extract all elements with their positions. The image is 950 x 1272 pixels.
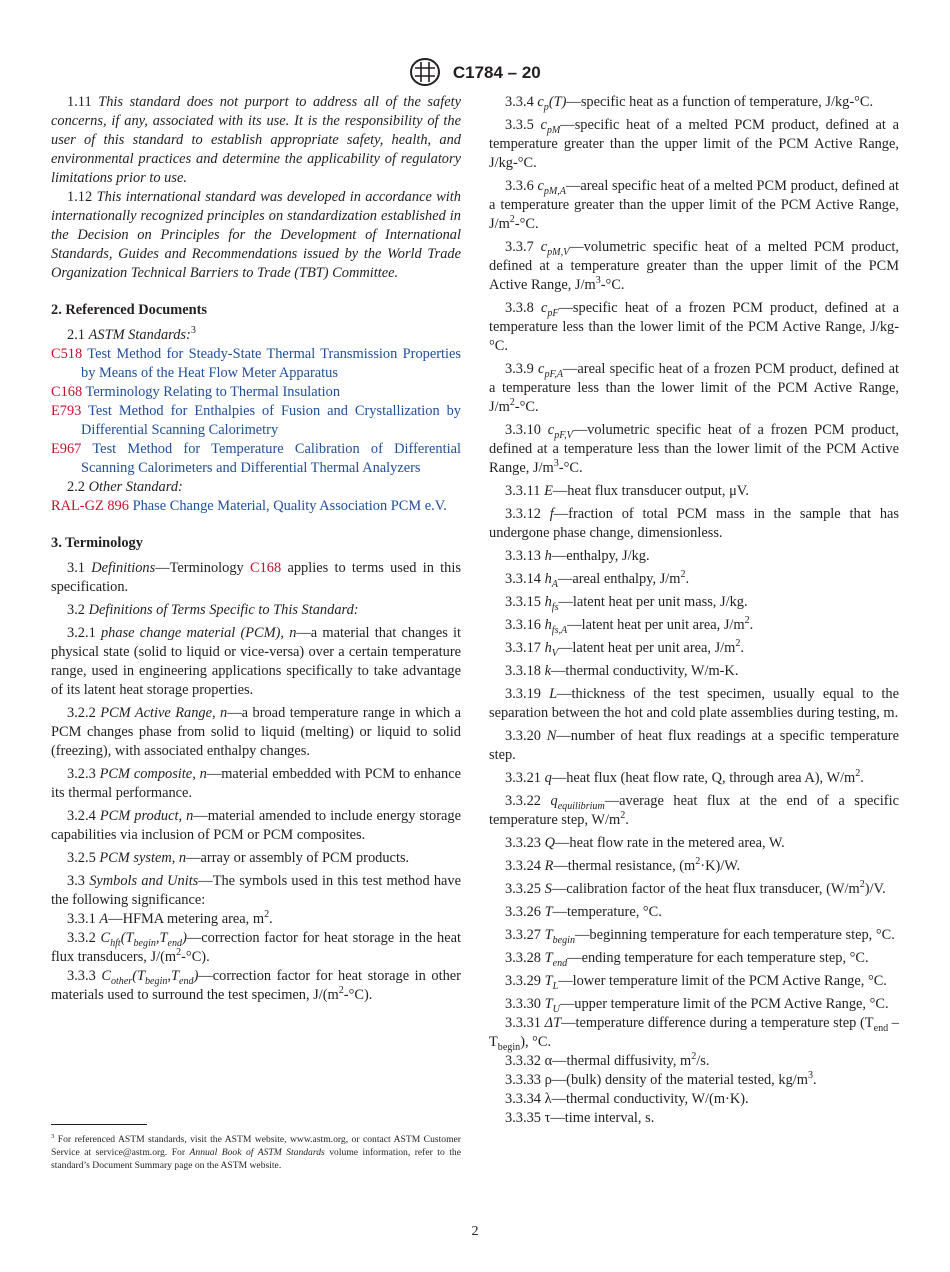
symbol-3-3-18: 3.3.18 k—thermal conductivity, W/m-K.: [505, 663, 739, 679]
symbol-3-3-6: 3.3.6 $c_{pM,A}—areal$ specific heat of a melted PCM product, defined at a temperature greater than the upper limit of the PCM Active Range, $J/m^2-^\circ C$.: [489, 178, 899, 232]
paragraph-3-3: 3.3 Symbols and Units—The symbols used in this test method have the following significance:: [51, 873, 461, 908]
definition-3-2-4: 3.2.4 PCM product, n—material amended to include energy storage capabilities via inclusion of PCM or PCM composites.: [51, 808, 461, 843]
reference-list: [51, 345, 461, 478]
standard-designation: C1784 – 20: [452, 62, 541, 82]
reference-ral[interactable]: RAL-GZ 896 Phase Change Material, Quality Association PCM e.V.: [51, 498, 447, 514]
symbol-3-3-3: 3.3.3 $C_{other}(T_{begin},T_{end})—correction$ factor for heat storage in other materials used to surround the test specimen, $J/(m^2-^\circ C)$.: [51, 968, 461, 1003]
left-column: [51, 93, 461, 1005]
symbol-3-3-32: 3.3.32 α—thermal diffusivity, $m^2/s$.: [505, 1051, 710, 1069]
definition-3-2-1: 3.2.1 phase change material (PCM), n—a material that changes it physical state (solid to liquid or vice-versa) over a certain temperature range, used in engineering applications specifically to take advantage of its latent heat storage properties.: [51, 625, 462, 698]
symbol-3-3-5: 3.3.5 $c_{pM}—specific$ heat of a melted PCM product, defined at a temperature greater than the upper limit of the PCM Active Range, J/kg-°C.: [489, 117, 899, 171]
symbol-3-3-24: 3.3.24 R—thermal resistance, $(m^2\cdot K)/W$.: [505, 856, 741, 874]
symbol-3-3-25: 3.3.25 S—calibration factor of the heat flux transducer, $(W/m^2)/V$.: [505, 879, 886, 897]
symbol-list: [489, 93, 899, 1014]
symbol-3-3-11: 3.3.11 E—heat flux transducer output, μV.: [505, 483, 749, 499]
symbol-3-3-14: 3.3.14 $h_A—areal$ enthalpy, $J/m^2$.: [505, 569, 690, 590]
symbol-3-3-8: 3.3.8 $c_{pF}—specific$ heat of a frozen PCM product, defined at a temperature less than the lower limit of the PCM Active Range, J/kg-°C.: [489, 300, 899, 354]
definition-3-2-5: 3.2.5 PCM system, n—array or assembly of PCM products.: [67, 850, 410, 866]
paragraph-1-11: 1.11 This standard does not purport to address all of the safety concerns, if any, associated with its use. It is the responsibility of the user of this standard to establish appropriate safety, health, and environmental practices and determine the applicability of regulatory limitations prior to use.: [51, 94, 461, 186]
symbol-3-3-16: 3.3.16 $h_{fs,A}—latent$ heat per unit area, $J/m^2$.: [505, 615, 754, 636]
section-title-2: 2. Referenced Documents: [51, 302, 207, 318]
symbol-3-3-34: 3.3.34 λ—thermal conductivity, W/(m·K).: [505, 1091, 749, 1107]
symbol-3-3-26: 3.3.26 T—temperature, °C.: [505, 904, 662, 920]
symbol-3-3-13: 3.3.13 h—enthalpy, J/kg.: [505, 548, 650, 564]
footnote-3: $^3$ For referenced ASTM standards, visit the ASTM website, www.astm.org, or contact ASTM Customer Service at service@astm.org. For Annual Book of ASTM Standards volume information, refer to the standard’s Document Summary page on the ASTM website.: [51, 1132, 461, 1171]
reference-e967[interactable]: E967 Test Method for Temperature Calibration of Differential Scanning Calorimeters and Differential Thermal Analyzers: [51, 441, 462, 476]
symbol-3-3-10: 3.3.10 $c_{pF,V}—volumetric$ specific heat of a frozen PCM product, defined at a temperature less than the lower limit of the PCM Active Range, $J/m^3-^\circ C$.: [489, 422, 899, 476]
right-column: [489, 93, 899, 1128]
symbol-3-3-9: 3.3.9 $c_{pF,A}—areal$ specific heat of a frozen PCM product, defined at a temperature less than the lower limit of the PCM Active Range, $J/m^2-^\circ C$.: [489, 361, 899, 415]
paragraph-3-2: 3.2 Definitions of Terms Specific to This Standard:: [67, 602, 359, 618]
symbol-3-3-2: 3.3.2 $C_{hft}(T_{begin},T_{end})—correction$ factor for heat storage in the heat flux transducers, $J/(m^2-^\circ C)$.: [51, 930, 461, 965]
paragraph-3-1: 3.1 Definitions—Terminology C168 applies to terms used in this specification.: [51, 560, 461, 595]
symbol-3-3-28: 3.3.28 $T_{end}—ending$ temperature for each temperature step, °C.: [505, 950, 869, 969]
symbol-3-3-29: 3.3.29 $T_L—lower$ temperature limit of the PCM Active Range, °C.: [505, 973, 887, 992]
section-title-3: 3. Terminology: [51, 535, 143, 551]
symbol-3-3-21: 3.3.21 q—heat flux (heat flow rate, Q, through area A), $W/m^2$.: [505, 768, 864, 786]
link-c168[interactable]: C168: [250, 560, 282, 576]
symbol-3-3-19: 3.3.19 L—thickness of the test specimen, usually equal to the separation between the hot and cold plate assemblies during testing, m.: [489, 686, 899, 721]
paragraph-2-1: 2.1 ASTM Standards:$^3$: [67, 325, 196, 343]
footnote-rule: [51, 1124, 147, 1125]
symbol-3-3-15: 3.3.15 $h_{fs}—latent$ heat per unit mass, J/kg.: [505, 594, 748, 613]
symbol-3-3-30: 3.3.30 $T_U—upper$ temperature limit of the PCM Active Range, °C.: [505, 996, 889, 1015]
symbol-3-3-12: 3.3.12 f—fraction of total PCM mass in the sample that has undergone phase change, dimensionless.: [489, 506, 899, 541]
symbol-3-3-7: 3.3.7 $c_{pM,V}—volumetric$ specific heat of a melted PCM product, defined at a temperature greater than the upper limit of the PCM Active Range, $J/m^3-^\circ C$.: [489, 239, 899, 293]
definition-3-2-2: 3.2.2 PCM Active Range, n—a broad temperature range in which a PCM changes phase from solid to liquid (melting) or liquid to solid (freezing), with associated enthalpy changes.: [51, 705, 461, 759]
paragraph-1-12: 1.12 This international standard was developed in accordance with internationally recognized principles on standardization established in the Decision on Principles for the Development of International Standards, Guides and Recommendations issued by the World Trade Organization Technical Barriers to Trade (TBT) Committee.: [51, 189, 461, 281]
symbol-3-3-27: 3.3.27 $T_{begin}—beginning$ temperature for each temperature step, °C.: [505, 927, 895, 946]
symbol-3-3-1: 3.3.1 A—HFMA metering area, $m^2$.: [67, 909, 273, 927]
symbol-tail-list: [489, 1052, 899, 1128]
reference-c168[interactable]: C168 Terminology Relating to Thermal Insulation: [51, 384, 341, 400]
symbol-3-3-17: 3.3.17 $h_V—latent$ heat per unit area, $J/m^2$.: [505, 638, 745, 659]
symbol-3-3-4: 3.3.4 $c_p(T)—specific$ heat as a function of temperature, J/kg-°C.: [505, 94, 874, 113]
symbol-3-3-20: 3.3.20 N—number of heat flux readings at a specific temperature step.: [489, 728, 899, 763]
symbol-3-3-33: 3.3.33 ρ—(bulk) density of the material tested, $kg/m^3$.: [505, 1070, 817, 1088]
paragraph-2-2: 2.2 Other Standard:: [67, 479, 183, 495]
symbol-3-3-35: 3.3.35 τ—time interval, s.: [505, 1110, 655, 1126]
symbol-3-3-23: 3.3.23 Q—heat flow rate in the metered area, W.: [505, 835, 785, 851]
astm-logo-icon: [409, 56, 441, 88]
reference-c518[interactable]: C518 Test Method for Steady-State Thermal Transmission Properties by Means of the Heat Flow Meter Apparatus: [51, 346, 462, 381]
definition-list: [51, 624, 461, 868]
symbol-3-3-31: 3.3.31 ΔT—temperature difference during a temperature step $(T_{end} - T_{begin})$, °C.: [489, 1015, 899, 1053]
definition-3-2-3: 3.2.3 PCM composite, n—material embedded with PCM to enhance its thermal performance.: [51, 766, 461, 801]
symbol-3-3-22: 3.3.22 $q_{equilibrium}—average$ heat flux at the end of a specific temperature step, $W/m^2$.: [489, 793, 899, 828]
page-header: [0, 56, 950, 88]
page-number: 2: [471, 1224, 479, 1239]
reference-e793[interactable]: E793 Test Method for Enthalpies of Fusion and Crystallization by Differential Scanning Calorimetry: [51, 403, 461, 438]
